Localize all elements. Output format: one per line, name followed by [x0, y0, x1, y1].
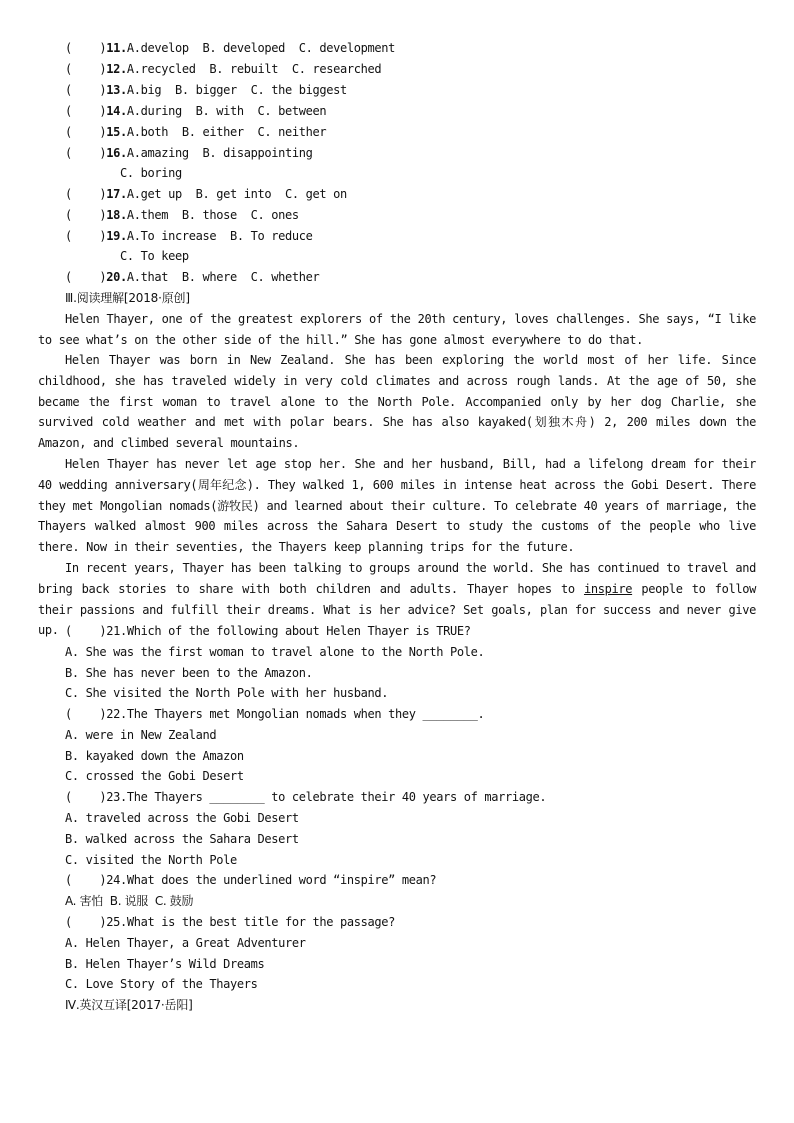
- passage-paragraph-2: [38, 350, 756, 454]
- choice-options: A.get up B. get into C. get on: [126, 187, 347, 201]
- choice-options: A.both B. either C. neither: [126, 125, 327, 139]
- question-stem: What does the underlined word “inspire” mean?: [126, 873, 437, 887]
- paragraph-text: Helen Thayer was born in New Zealand. She has been exploring the world most of her life. Since childhood, she has traveled widely in very cold climates and across rough lands. At the age of 50, she became the first woman to travel alone to the North Pole. Accompanied only by her dog Charlie, she survived cold weather and met with polar bears. She has also kayaked(划独木舟) 2, 200 miles down the Amazon, and climbed several mountains.: [38, 353, 756, 451]
- question-number: 24.: [106, 873, 127, 887]
- option[interactable]: C. crossed the Gobi Desert: [65, 769, 244, 783]
- choice-options: A.amazing B. disappointing: [126, 146, 313, 160]
- option[interactable]: C. She visited the North Pole with her husband.: [65, 686, 389, 700]
- answer-blank[interactable]: ( ): [65, 270, 107, 284]
- choice-11: [65, 41, 395, 56]
- question-24: [65, 873, 436, 888]
- option[interactable]: A. traveled across the Gobi Desert: [65, 811, 299, 825]
- question-number: 21.: [106, 624, 127, 638]
- question-number: 13.: [106, 83, 127, 97]
- question-stem: The Thayers met Mongolian nomads when they ________.: [126, 707, 485, 721]
- question-22: [65, 707, 484, 722]
- question-number: 15.: [106, 125, 127, 139]
- choice-12: [65, 62, 381, 77]
- paragraph-text: Helen Thayer, one of the greatest explorers of the 20th century, loves challenges. She says, “I like to see what’s on the other side of the hill.” She has gone almost everywhere to do that.: [38, 312, 756, 347]
- question-number: 17.: [106, 187, 127, 201]
- question-number: 19.: [106, 229, 127, 243]
- question-23: [65, 790, 546, 805]
- choice-options: A.during B. with C. between: [126, 104, 327, 118]
- choice-options: A.big B. bigger C. the biggest: [126, 83, 347, 97]
- question-21: [65, 624, 471, 639]
- option[interactable]: B. She has never been to the Amazon.: [65, 666, 313, 680]
- choice-16: [65, 146, 313, 161]
- answer-blank[interactable]: ( ): [65, 790, 107, 804]
- question-25: [65, 915, 395, 930]
- choice-14: [65, 104, 326, 119]
- answer-blank[interactable]: ( ): [65, 83, 107, 97]
- answer-blank[interactable]: ( ): [65, 104, 107, 118]
- choice-options: A.recycled B. rebuilt C. researched: [126, 62, 382, 76]
- question-number: 16.: [106, 146, 127, 160]
- option[interactable]: A. 害怕 B. 说服 C. 鼓励: [65, 894, 194, 908]
- option[interactable]: A. were in New Zealand: [65, 728, 217, 742]
- answer-blank[interactable]: ( ): [65, 208, 107, 222]
- choice-options: A.that B. where C. whether: [126, 270, 320, 284]
- choice-20: [65, 270, 319, 285]
- paragraph-text: Helen Thayer has never let age stop her. She and her husband, Bill, had a lifelong dream for their 40 wedding anniversary(周年纪念). They walked 1, 600 miles in intense heat across the Gobi Desert. There they met Mongolian nomads(游牧民) and learned about their culture. To celebrate 40 years of marriage, the Thayers walked almost 900 miles across the Sahara Desert to study the customs of the people who live there. Now in their seventies, the Thayers keep planning trips for the future.: [38, 457, 756, 555]
- option[interactable]: A. Helen Thayer, a Great Adventurer: [65, 936, 306, 950]
- answer-blank[interactable]: ( ): [65, 62, 107, 76]
- passage-paragraph-3: [38, 454, 756, 558]
- question-number: 12.: [106, 62, 127, 76]
- option[interactable]: B. Helen Thayer’s Wild Dreams: [65, 957, 265, 971]
- choice-options: A.them B. those C. ones: [126, 208, 299, 222]
- question-stem: The Thayers ________ to celebrate their 40 years of marriage.: [126, 790, 547, 804]
- answer-blank[interactable]: ( ): [65, 187, 107, 201]
- answer-blank[interactable]: ( ): [65, 624, 107, 638]
- question-number: 23.: [106, 790, 127, 804]
- answer-blank[interactable]: ( ): [65, 146, 107, 160]
- section-title-translation: Ⅳ.英汉互译[2017·岳阳]: [65, 998, 193, 1012]
- underlined-word: inspire: [583, 581, 633, 596]
- question-number: 18.: [106, 208, 127, 222]
- choice-16-cont: C. boring: [120, 166, 182, 180]
- question-number: 22.: [106, 707, 127, 721]
- passage-paragraph-1: [38, 309, 756, 351]
- answer-blank[interactable]: ( ): [65, 873, 107, 887]
- option[interactable]: B. walked across the Sahara Desert: [65, 832, 299, 846]
- question-number: 25.: [106, 915, 127, 929]
- section-title-reading: Ⅲ.阅读理解[2018·原创]: [65, 291, 190, 305]
- question-number: 20.: [106, 270, 127, 284]
- choice-13: [65, 83, 347, 98]
- answer-blank[interactable]: ( ): [65, 915, 107, 929]
- option[interactable]: A. She was the first woman to travel alone to the North Pole.: [65, 645, 485, 659]
- option[interactable]: B. kayaked down the Amazon: [65, 749, 244, 763]
- choice-options: A.To increase B. To reduce: [126, 229, 313, 243]
- question-number: 14.: [106, 104, 127, 118]
- answer-blank[interactable]: ( ): [65, 229, 107, 243]
- choice-15: [65, 125, 326, 140]
- question-stem: Which of the following about Helen Thayer is TRUE?: [126, 624, 471, 638]
- choice-17: [65, 187, 347, 202]
- answer-blank[interactable]: ( ): [65, 707, 107, 721]
- paragraph-text: In recent years, Thayer has been talking to groups around the world. She has continued to travel and bring back stories to share with both children and adults. Thayer hopes to: [38, 561, 756, 596]
- choice-19-cont: C. To keep: [120, 249, 189, 263]
- option[interactable]: C. Love Story of the Thayers: [65, 977, 258, 991]
- answer-blank[interactable]: ( ): [65, 41, 107, 55]
- answer-blank[interactable]: ( ): [65, 125, 107, 139]
- question-stem: What is the best title for the passage?: [126, 915, 395, 929]
- question-number: 11.: [106, 41, 127, 55]
- choice-19: [65, 229, 313, 244]
- choice-options: A.develop B. developed C. development: [126, 41, 395, 55]
- paragraph-text: people to follow their passions and fulfill their dreams. What is her advice? Set goals, plan for success and never give up.: [38, 581, 756, 638]
- choice-18: [65, 208, 299, 223]
- option[interactable]: C. visited the North Pole: [65, 853, 237, 867]
